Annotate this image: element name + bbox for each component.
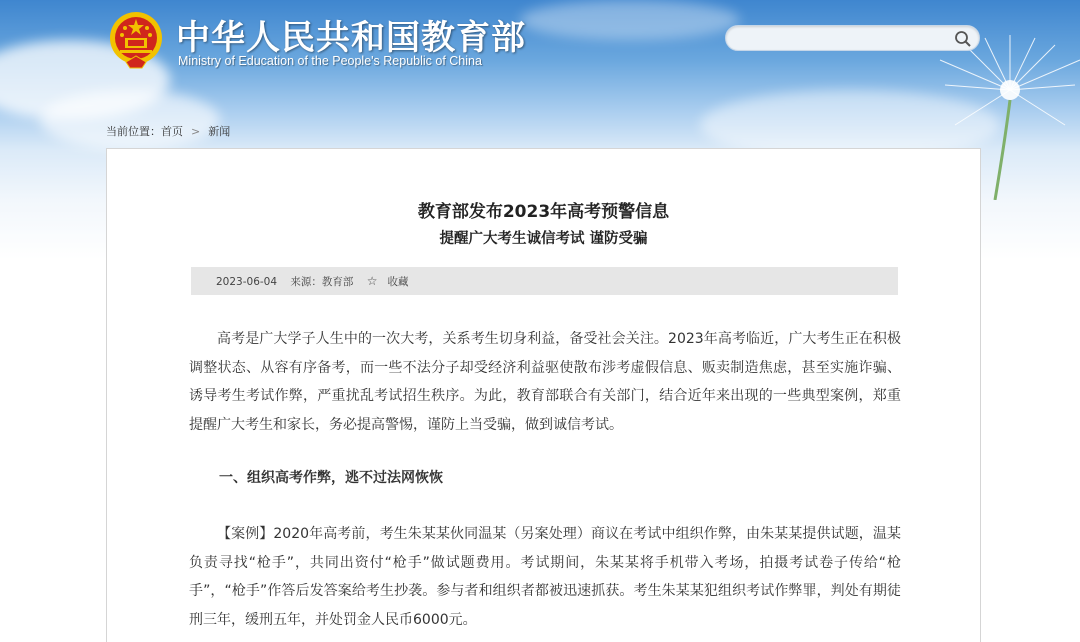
article-meta-bar [191,267,898,295]
article-date: 2023-06-04 [216,276,278,288]
national-emblem-icon[interactable] [108,10,164,70]
article-paragraph: 高考是广大学子人生中的一次大考，关系考生切身利益，备受社会关注。2023年高考临近，广大考生正在积极调整状态、从容有序备考，而一些不法分子却受经济利益驱使散布涉考虚假信息、贩卖制造焦虑，甚至实施诈骗、诱导考生考试作弊，严重扰乱考试招生秩序。为此，教育部联合有关部门，结合近年来出现的一些典型案例，郑重提醒广大考生和家长，务必提高警惕，谨防上当受骗，做到诚信考试。 [189,331,901,433]
article-container [106,148,981,642]
breadcrumb [106,123,230,139]
site-title-english: Ministry of Education of the People's Republic of China [178,54,482,68]
star-icon: ☆ [366,274,378,288]
site-title[interactable]: 中华人民共和国教育部 [176,18,526,58]
article-paragraph: 【案例】2020年高考前，考生朱某某伙同温某（另案处理）商议在考试中组织作弊，由朱某某提供试题，温某负责寻找“枪手”，共同出资付“枪手”做试题费用。考试期间，朱某某将手机带入考场，拍摄考试卷子传给“枪手”，“枪手”作答后发答案给考生抄袭。参与者和组织者都被迅速抓获。考生朱某某犯组织考试作弊罪，判处有期徒刑三年，缓刑五年，并处罚金人民币6000元。 [189,526,901,628]
search-icon[interactable] [953,29,973,49]
breadcrumb-label: 当前位置： [106,125,161,138]
article-section-heading: 一、组织高考作弊，逃不过法网恢恢 [219,470,443,486]
site-header [0,0,1080,110]
breadcrumb-current-link[interactable]: 新闻 [208,125,231,138]
article-source: 来源：教育部 [290,276,354,288]
search-box [725,25,980,51]
favorite-button[interactable] [367,276,419,288]
favorite-label: 收藏 [387,276,409,288]
breadcrumb-home-link[interactable]: 首页 [161,125,183,138]
article-subtitle: 提醒广大考生诚信考试 谨防受骗 [439,231,648,247]
article-title: 教育部发布2023年高考预警信息 [417,202,670,222]
chevron-right-icon: > [191,125,201,138]
search-input[interactable] [736,29,946,47]
